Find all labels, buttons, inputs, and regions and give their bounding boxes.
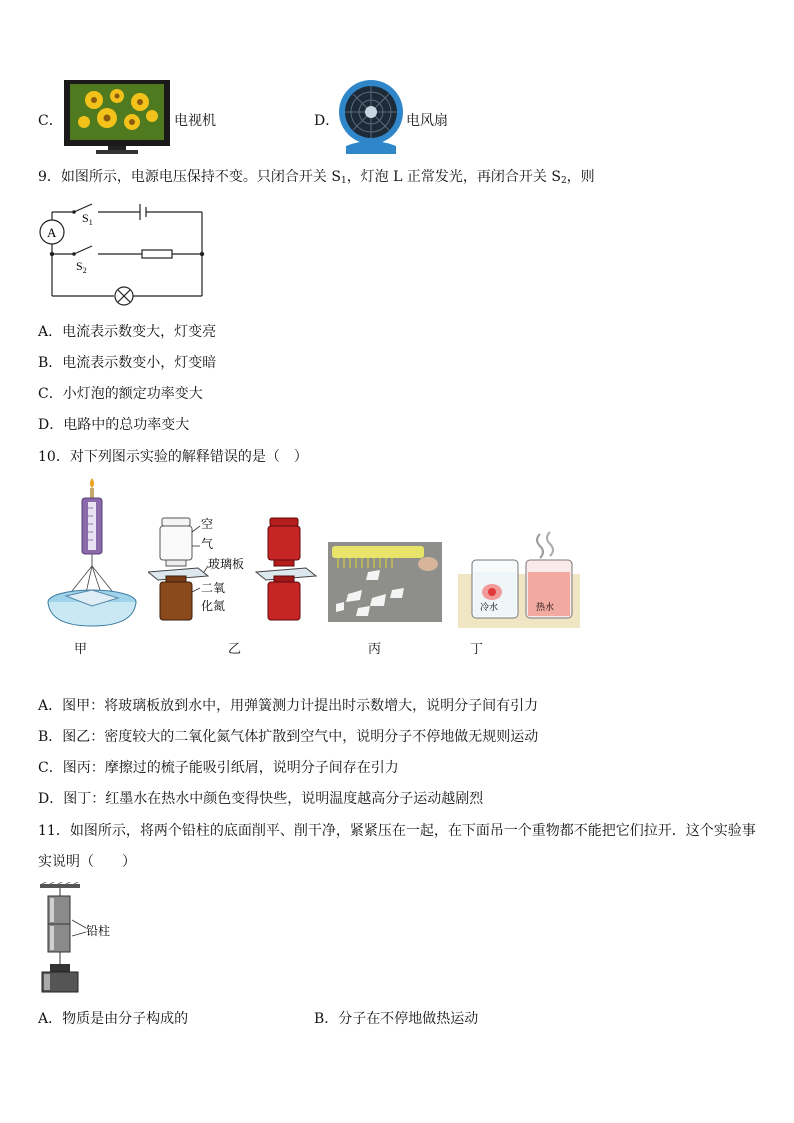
svg-text:S1: $S_1$	[82, 211, 93, 227]
figure-yi	[148, 512, 318, 626]
ammeter-label: A	[47, 225, 57, 240]
svg-text:S2: $S_2$	[76, 259, 87, 275]
caption-jia: 甲	[74, 642, 88, 657]
caption-bing: 丙	[368, 642, 382, 657]
fan-icon	[336, 76, 406, 158]
svg-text:热水: 热水	[536, 602, 555, 612]
svg-text:玻璃板: 玻璃板	[208, 557, 245, 571]
q9-option-d: D．电路中的总功率变大	[38, 417, 190, 433]
caption-ding: 丁	[470, 642, 484, 657]
svg-text:二氧: 二氧	[201, 581, 226, 595]
q11-option-a: A．物质是由分子构成的	[38, 1011, 189, 1027]
lead-cylinder-label: 铅柱	[86, 924, 111, 938]
q11-stem-line1: 11．如图所示，将两个铅柱的底面削平、削干净，紧紧压在一起，在下面吊一个重物都不能把它们拉开．这个实验事	[38, 823, 756, 839]
s1-label: S	[82, 211, 89, 225]
caption-yi: 乙	[228, 642, 242, 657]
tv-icon	[62, 78, 172, 156]
q11-stem-line2: 实说明（ ）	[38, 854, 136, 870]
s2-label: S	[76, 259, 83, 273]
option-d-label: 电风扇	[406, 113, 448, 129]
svg-text:冷水: 冷水	[480, 602, 499, 612]
option-c-label: 电视机	[174, 113, 216, 129]
q10-option-a: A．图甲：将玻璃板放到水中，用弹簧测力计提出时示数增大，说明分子间有引力	[38, 698, 539, 714]
q11-lead-cylinder-figure	[38, 882, 114, 994]
q11-option-b: B．分子在不停地做热运动	[314, 1011, 479, 1027]
q9-option-c: C．小灯泡的额定功率变大	[38, 386, 203, 402]
q10-option-b: B．图乙：密度较大的二氧化氮气体扩散到空气中，说明分子不停地做无规则运动	[38, 729, 539, 745]
svg-text:气: 气	[201, 537, 214, 551]
q10-option-c: C．图丙：摩擦过的梳子能吸引纸屑，说明分子间存在引力	[38, 760, 399, 776]
q9-stem: 9．如图所示，电源电压保持不变。只闭合开关 $S_1$，灯泡 L 正常发光，再闭合开关 $S_2$，则	[38, 169, 595, 186]
q10-option-d: D．图丁：红墨水在热水中颜色变得快些，说明温度越高分子运动越剧烈	[38, 791, 484, 807]
svg-text:化氮: 化氮	[201, 599, 226, 613]
option-c-letter: C．	[38, 113, 63, 129]
q10-stem: 10．对下列图示实验的解释错误的是（ ）	[38, 449, 308, 465]
q9-circuit-diagram	[38, 196, 208, 306]
figure-ding	[458, 528, 580, 628]
q9-option-b: B．电流表示数变小，灯变暗	[38, 355, 217, 371]
figure-bing	[328, 542, 442, 622]
option-d-letter: D．	[314, 113, 340, 129]
q9-option-a: A．电流表示数变大，灯变亮	[38, 324, 217, 340]
svg-text:空: 空	[201, 517, 214, 531]
figure-jia	[44, 474, 144, 634]
